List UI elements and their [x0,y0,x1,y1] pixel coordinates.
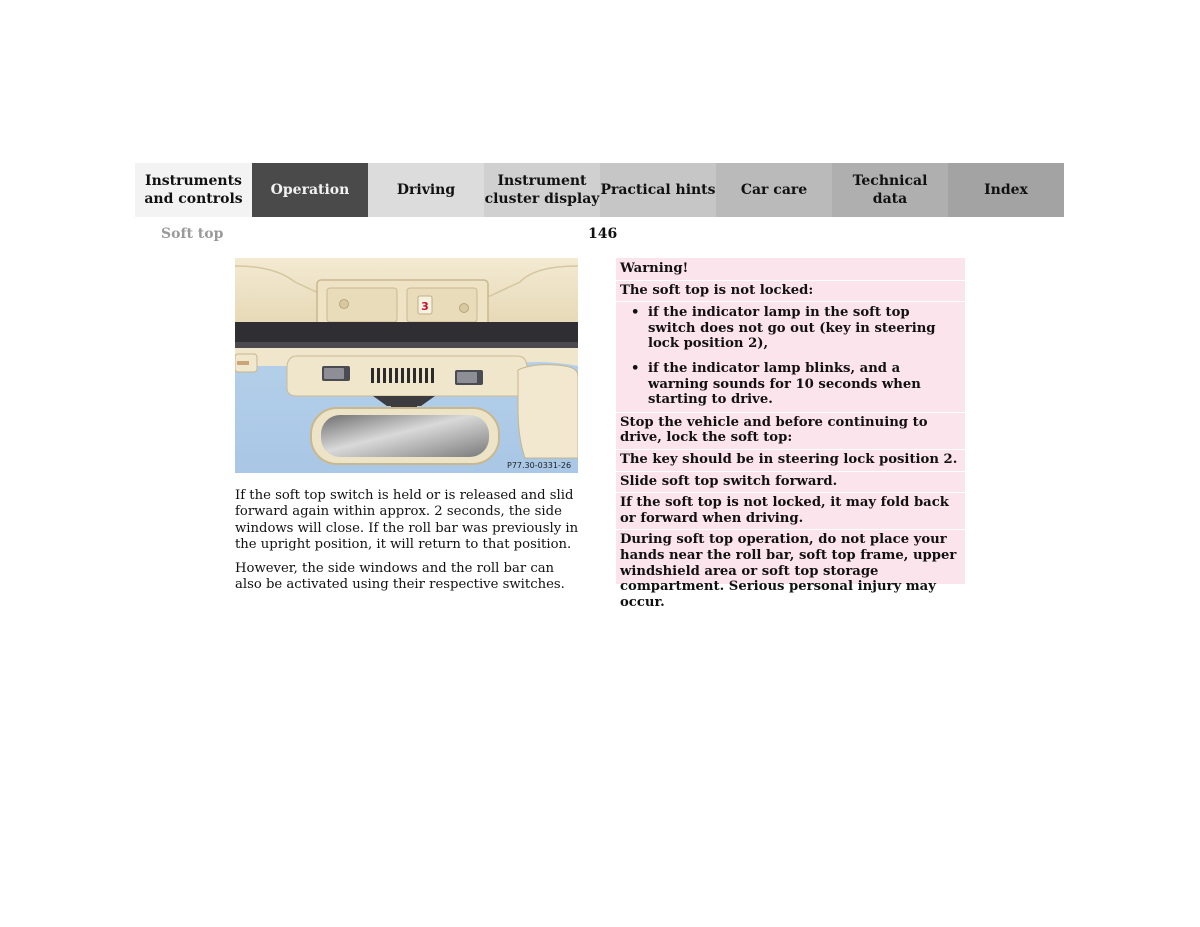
body-paragraph: However, the side windows and the roll bar can also be activated using their respective switches. [235,560,565,593]
tab-instruments-and-controls[interactable]: Instruments and controls [135,163,252,217]
warning-bullet-text: if the indicator lamp blinks, and a warning sounds for 10 seconds when starting to drive. [648,360,921,408]
warning-bullet [620,305,961,352]
page-number: 146 [588,226,618,242]
tab-technical-data[interactable]: Technical data [832,163,948,217]
figure-reference: P77.30-0331-26 [507,461,572,470]
figure-callout-3: 3 [421,300,429,313]
tab-driving[interactable]: Driving [368,163,484,217]
body-paragraph: If the soft top switch is held or is released and slid forward again within approx. 2 seconds, the side windows will close. If the roll bar was previously in the upright position, it will return to that position. [235,488,579,553]
bullet-icon: • [631,305,640,321]
body-text [235,488,585,600]
warning-item: Slide soft top switch forward. [616,472,965,494]
warning-intro: The soft top is not locked: [616,281,965,303]
tab-practical-hints[interactable]: Practical hints [600,163,716,217]
warning-item: During soft top operation, do not place your hands near the roll bar, soft top frame, upper windshield area or soft top storage compartment. Serious personal injury may occur. [620,532,957,610]
soft-top-switch-illustration [235,258,578,473]
section-title: Soft top [161,226,224,242]
chapter-nav [135,163,1064,217]
tab-index[interactable]: Index [948,163,1064,217]
warning-item: Stop the vehicle and before continuing to drive, lock the soft top: [616,413,965,450]
warning-title: Warning! [616,258,965,281]
warning-box [616,258,965,610]
warning-bullets [616,302,965,413]
tab-instrument-cluster-display[interactable]: Instrument cluster display [484,163,600,217]
tab-operation[interactable]: Operation [252,163,368,217]
bullet-icon: • [631,360,640,376]
warning-item: The key should be in steering lock position 2. [616,450,965,472]
warning-item: If the soft top is not locked, it may fold back or forward when driving. [616,493,965,530]
tab-car-care[interactable]: Car care [716,163,832,217]
warning-bullet [620,361,961,408]
warning-bullet-text: if the indicator lamp in the soft top switch does not go out (key in steering lock position 2), [648,305,936,352]
